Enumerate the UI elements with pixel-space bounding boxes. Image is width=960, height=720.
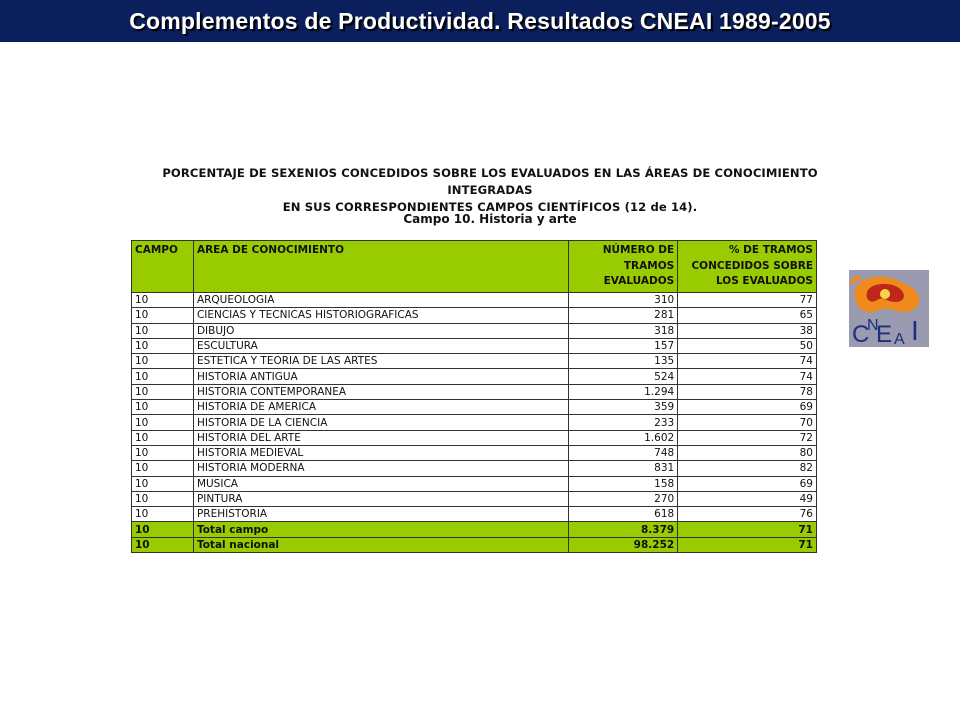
table-row xyxy=(132,384,817,399)
cell-area: HISTORIA ANTIGUA xyxy=(193,369,568,384)
cell-campo: 10 xyxy=(132,308,194,323)
cell-porcentaje: 78 xyxy=(678,384,817,399)
header-porcentaje xyxy=(678,241,817,293)
cell-campo: 10 xyxy=(132,400,194,415)
report-subtitle: Campo 10. Historia y arte xyxy=(403,212,577,226)
cell-campo: 10 xyxy=(132,369,194,384)
table-row xyxy=(132,400,817,415)
cell-area: HISTORIA MODERNA xyxy=(193,461,568,476)
table-row xyxy=(132,461,817,476)
title-bar xyxy=(0,0,960,42)
table-row xyxy=(132,476,817,491)
cell-campo: 10 xyxy=(132,537,194,552)
cell-porcentaje: 69 xyxy=(678,400,817,415)
cell-porcentaje: 49 xyxy=(678,491,817,506)
header-num-line: EVALUADOS xyxy=(603,275,675,287)
cell-tramos: 157 xyxy=(569,338,678,353)
logo-letter-i: I xyxy=(911,315,919,346)
cell-campo: 10 xyxy=(132,384,194,399)
cell-porcentaje: 74 xyxy=(678,354,817,369)
cell-area: DIBUJO xyxy=(193,323,568,338)
cell-porcentaje: 50 xyxy=(678,338,817,353)
table-row xyxy=(132,354,817,369)
cell-campo: 10 xyxy=(132,338,194,353)
cell-porcentaje: 65 xyxy=(678,308,817,323)
cell-tramos: 98.252 xyxy=(569,537,678,552)
cell-area: PREHISTORIA xyxy=(193,507,568,522)
cell-campo: 10 xyxy=(132,445,194,460)
cell-campo: 10 xyxy=(132,522,194,537)
cell-area: HISTORIA DE AMERICA xyxy=(193,400,568,415)
cell-area: HISTORIA DE LA CIENCIA xyxy=(193,415,568,430)
cell-tramos: 318 xyxy=(569,323,678,338)
cell-tramos: 270 xyxy=(569,491,678,506)
cell-tramos: 135 xyxy=(569,354,678,369)
cell-area: MUSICA xyxy=(193,476,568,491)
table-row xyxy=(132,338,817,353)
table-row xyxy=(132,415,817,430)
cell-campo: 10 xyxy=(132,491,194,506)
cell-campo: 10 xyxy=(132,476,194,491)
cell-campo: 10 xyxy=(132,461,194,476)
cell-tramos: 281 xyxy=(569,308,678,323)
cell-porcentaje: 82 xyxy=(678,461,817,476)
cell-porcentaje: 69 xyxy=(678,476,817,491)
results-table xyxy=(131,240,817,553)
cell-area: ARQUEOLOGIA xyxy=(193,293,568,308)
cell-tramos: 233 xyxy=(569,415,678,430)
header-pct-line: % DE TRAMOS xyxy=(728,244,813,256)
logo-yellow-dot xyxy=(880,289,890,299)
header-num-line: NÚMERO DE xyxy=(602,244,675,256)
table-row xyxy=(132,293,817,308)
table-row xyxy=(132,369,817,384)
header-campo: CAMPO xyxy=(132,241,194,293)
header-pct-line: LOS EVALUADOS xyxy=(715,275,813,287)
header-area: AREA DE CONOCIMIENTO xyxy=(193,241,568,293)
cell-porcentaje: 72 xyxy=(678,430,817,445)
table-row xyxy=(132,507,817,522)
cell-tramos: 618 xyxy=(569,507,678,522)
cell-porcentaje: 70 xyxy=(678,415,817,430)
header-numero-tramos xyxy=(569,241,678,293)
cell-area: HISTORIA DEL ARTE xyxy=(193,430,568,445)
table-header-row xyxy=(132,241,817,293)
cell-area: ESTETICA Y TEORIA DE LAS ARTES xyxy=(193,354,568,369)
cell-campo: 10 xyxy=(132,354,194,369)
table-row xyxy=(132,308,817,323)
cell-porcentaje: 71 xyxy=(678,522,817,537)
cell-area: Total campo xyxy=(193,522,568,537)
cell-tramos: 8.379 xyxy=(569,522,678,537)
cell-porcentaje: 76 xyxy=(678,507,817,522)
cell-campo: 10 xyxy=(132,430,194,445)
cell-area: HISTORIA MEDIEVAL xyxy=(193,445,568,460)
logo-letter-e: E xyxy=(876,321,893,347)
cell-tramos: 1.294 xyxy=(569,384,678,399)
cell-tramos: 310 xyxy=(569,293,678,308)
logo-letter-a: A xyxy=(894,331,905,347)
cell-tramos: 524 xyxy=(569,369,678,384)
logo-letter-c: C xyxy=(852,321,870,347)
cell-area: ESCULTURA xyxy=(193,338,568,353)
table-row xyxy=(132,445,817,460)
cell-porcentaje: 74 xyxy=(678,369,817,384)
cell-porcentaje: 80 xyxy=(678,445,817,460)
header-num-line: TRAMOS xyxy=(623,259,675,272)
cell-tramos: 359 xyxy=(569,400,678,415)
cell-tramos: 831 xyxy=(569,461,678,476)
cell-area: PINTURA xyxy=(193,491,568,506)
cell-campo: 10 xyxy=(132,323,194,338)
table-row xyxy=(132,430,817,445)
total-row xyxy=(132,537,817,552)
report-heading xyxy=(130,165,850,216)
heading-line-1: PORCENTAJE DE SEXENIOS CONCEDIDOS SOBRE LOS EVALUADOS EN LAS ÁREAS DE CONOCIMIENTO INTEGRADAS xyxy=(162,166,818,197)
cell-tramos: 748 xyxy=(569,445,678,460)
cell-tramos: 1.602 xyxy=(569,430,678,445)
page-title: Complementos de Productividad. Resultados CNEAI 1989-2005 xyxy=(129,7,831,34)
header-pct-line: CONCEDIDOS SOBRE xyxy=(691,259,813,272)
table-row xyxy=(132,323,817,338)
heading-line-2: EN SUS CORRESPONDIENTES CAMPOS CIENTÍFICOS (12 de 14). xyxy=(282,200,698,214)
cell-area: HISTORIA CONTEMPORANEA xyxy=(193,384,568,399)
cell-porcentaje: 38 xyxy=(678,323,817,338)
cell-tramos: 158 xyxy=(569,476,678,491)
cell-porcentaje: 77 xyxy=(678,293,817,308)
cell-porcentaje: 71 xyxy=(678,537,817,552)
table-row xyxy=(132,491,817,506)
cell-campo: 10 xyxy=(132,293,194,308)
total-row xyxy=(132,522,817,537)
cell-campo: 10 xyxy=(132,415,194,430)
cell-area: CIENCIAS Y TECNICAS HISTORIOGRAFICAS xyxy=(193,308,568,323)
cneai-logo xyxy=(849,270,929,347)
logo-letter-n: N xyxy=(867,317,879,334)
cell-campo: 10 xyxy=(132,507,194,522)
cell-area: Total nacional xyxy=(193,537,568,552)
